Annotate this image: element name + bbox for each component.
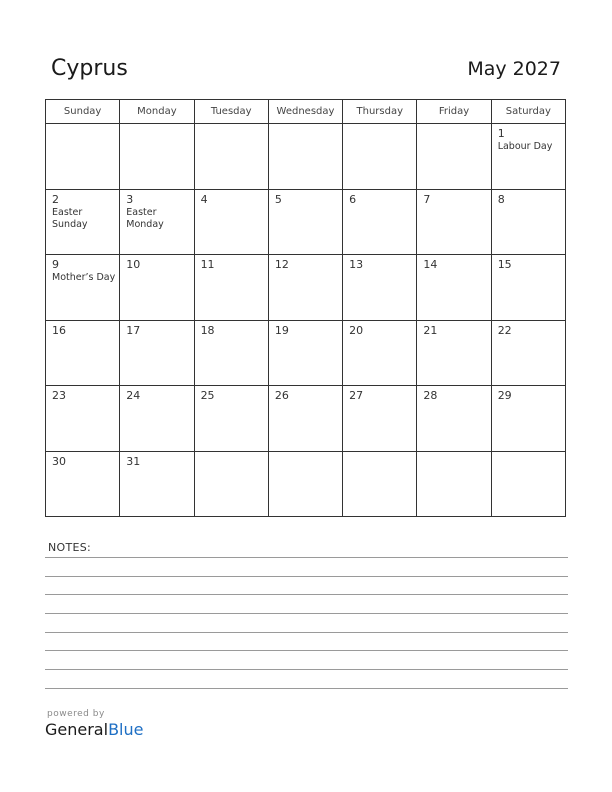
day-number: 29 [497,389,512,402]
day-number: 26 [274,389,289,402]
day-number: 20 [349,323,364,337]
day-cell [194,189,268,255]
day-cell [120,124,194,190]
day-cell [491,189,565,255]
day-number: 21 [423,323,438,337]
notes-line [45,650,568,651]
day-cell [46,124,120,190]
day-cell [417,189,491,255]
day-number: 17 [126,323,141,337]
day-cell [268,320,342,386]
day-cell [120,255,194,321]
day-number: 28 [423,389,438,402]
weekday-header: Thursday [343,100,417,124]
notes-line [45,688,568,689]
day-number: 16 [52,323,66,337]
day-cell [268,124,342,190]
notes-line [45,576,568,577]
day-cell [120,320,194,386]
day-cell [194,255,268,321]
day-number: 25 [200,389,215,402]
day-number: 13 [349,258,364,271]
day-cell [343,189,417,255]
day-number: 19 [274,323,289,337]
day-cell [491,320,565,386]
week-row [46,124,566,190]
weekday-header: Sunday [46,100,120,124]
day-cell [120,451,194,517]
day-number: 3 [126,192,134,206]
day-number: 12 [274,258,289,271]
day-number: 30 [52,454,66,468]
brand-name-part2: Blue [108,720,144,739]
week-row [46,386,566,452]
day-number: 10 [126,258,141,271]
day-number: 27 [349,389,364,402]
day-cell [417,255,491,321]
day-cell [120,189,194,255]
day-cell [343,451,417,517]
day-number: 7 [423,192,431,206]
holiday-label: Easter Sunday [52,206,88,230]
day-number: 4 [200,192,208,206]
holiday-label: Easter Monday [126,206,164,230]
week-row [46,320,566,386]
day-number: 18 [200,323,215,337]
day-number: 24 [126,389,141,402]
day-cell [46,189,120,255]
notes-line [45,557,568,558]
day-cell [120,386,194,452]
day-cell [417,124,491,190]
holiday-label: Mother’s Day [52,272,116,283]
weekday-header: Monday [120,100,194,124]
day-number: 1 [497,127,505,140]
week-row [46,451,566,517]
day-cell [343,124,417,190]
notes-line [45,632,568,633]
day-cell [268,451,342,517]
day-number: 31 [126,454,141,468]
day-number: 6 [349,192,357,206]
notes-line [45,613,568,614]
day-number: 23 [52,389,66,402]
day-cell [343,255,417,321]
day-number: 9 [52,258,59,271]
day-number: 15 [497,258,512,271]
day-cell [491,451,565,517]
day-number: 2 [52,192,59,206]
brand-logo [45,720,143,740]
day-cell [491,386,565,452]
weekday-header: Friday [417,100,491,124]
day-cell [46,320,120,386]
day-number: 8 [497,192,505,206]
day-cell [268,386,342,452]
day-cell [46,386,120,452]
notes-line [45,594,568,595]
day-number: 14 [423,258,438,271]
notes-label: NOTES: [48,541,92,554]
week-row [46,255,566,321]
day-cell [417,386,491,452]
holiday-label: Labour Day [497,141,553,152]
day-cell [194,124,268,190]
day-number: 11 [200,258,215,271]
calendar-grid [45,99,566,517]
day-cell [194,451,268,517]
weekday-header: Wednesday [268,100,342,124]
weekday-header: Saturday [491,100,565,124]
day-cell [417,451,491,517]
brand-footer [45,709,143,740]
country-title: Cyprus [51,56,128,81]
day-number: 5 [274,192,282,206]
weekday-header: Tuesday [194,100,268,124]
notes-line [45,669,568,670]
day-cell [194,386,268,452]
day-cell [417,320,491,386]
day-cell [46,451,120,517]
day-cell [194,320,268,386]
powered-by-label: powered by [47,709,105,719]
week-row [46,189,566,255]
day-cell [268,189,342,255]
brand-name-part1: General [45,720,109,739]
day-cell [343,320,417,386]
day-cell [343,386,417,452]
day-cell [491,124,565,190]
day-cell [268,255,342,321]
day-cell [46,255,120,321]
month-year-title: May 2027 [467,58,561,80]
weekday-header-row [46,100,566,124]
day-cell [491,255,565,321]
day-number: 22 [497,323,512,337]
